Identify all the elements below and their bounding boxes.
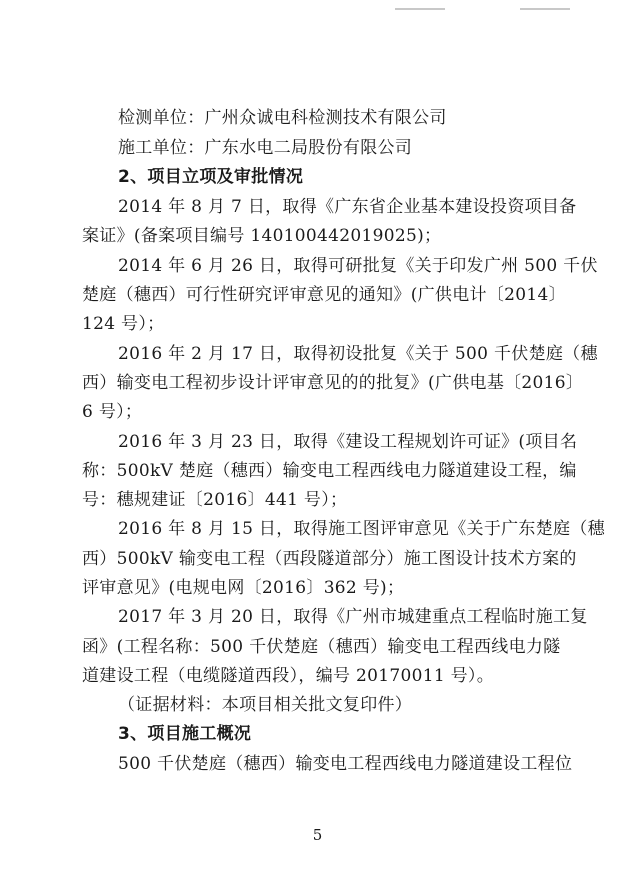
section-heading-approval: 2、项目立项及审批情况 [118, 167, 304, 187]
page-number: 5 [312, 826, 323, 844]
scan-mark [395, 8, 445, 10]
paragraph-line: 6 号）； [82, 402, 143, 422]
paragraph-line: 号：穗规建证〔2016〕441 号）； [82, 490, 348, 510]
paragraph-line: 2016 年 8 月 15 日，取得施工图评审意见《关于广东楚庭（穗 [118, 519, 605, 539]
paragraph-line: 案证》(备案项目编号 140100442019025)； [82, 226, 442, 246]
paragraph-line: 2014 年 6 月 26 日，取得可研批复《关于印发广州 500 千伏 [118, 256, 598, 276]
construction-unit-line: 施工单位：广东水电二局股份有限公司 [118, 138, 413, 158]
paragraph-line: 称：500kV 楚庭（穗西）输变电工程西线电力隧道建设工程，编 [82, 461, 577, 481]
paragraph-line: 2014 年 8 月 7 日，取得《广东省企业基本建设投资项目备 [118, 197, 577, 217]
paragraph-line: 西）输变电工程初步设计评审意见的的批复》(广供电基〔2016〕 [82, 373, 584, 393]
evidence-note: （证据材料：本项目相关批文复印件） [118, 695, 413, 715]
section-heading-construction: 3、项目施工概况 [118, 724, 252, 744]
paragraph-line: 2017 年 3 月 20 日，取得《广州市城建重点工程临时施工复 [118, 607, 588, 627]
paragraph-line: 西）500kV 输变电工程（西段隧道部分）施工图设计技术方案的 [82, 549, 577, 569]
paragraph-line: 124 号）； [82, 314, 165, 334]
paragraph-line: 道建设工程（电缆隧道西段），编号 20170011 号）。 [82, 666, 495, 686]
paragraph-line: 2016 年 3 月 23 日，取得《建设工程规划许可证》(项目名 [118, 432, 578, 452]
scan-mark [520, 8, 570, 10]
inspection-unit-line: 检测单位：广州众诚电科检测技术有限公司 [118, 108, 447, 128]
paragraph-line: 500 千伏楚庭（穗西）输变电工程西线电力隧道建设工程位 [118, 754, 573, 774]
paragraph-line: 函》(工程名称：500 千伏楚庭（穗西）输变电工程西线电力隧 [82, 637, 561, 657]
paragraph-line: 楚庭（穗西）可行性研究评审意见的通知》(广供电计〔2014〕 [82, 285, 566, 305]
paragraph-line: 2016 年 2 月 17 日，取得初设批复《关于 500 千伏楚庭（穗 [118, 344, 598, 364]
paragraph-line: 评审意见》(电规电网〔2016〕362 号)； [82, 578, 405, 598]
